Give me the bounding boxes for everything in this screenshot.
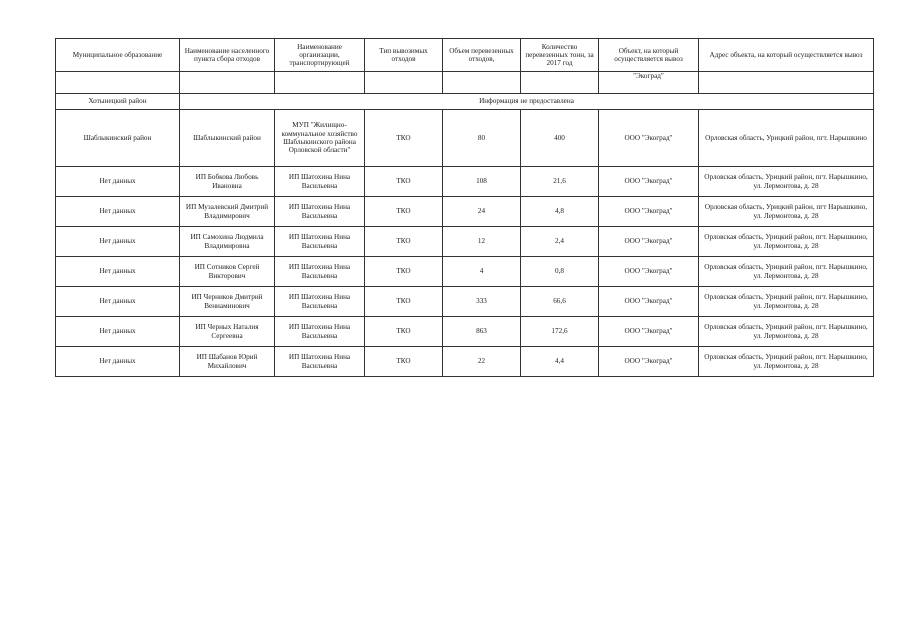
- object-cell: ООО "Экоград": [599, 257, 699, 287]
- subheader-cell: [56, 72, 180, 94]
- subheader-cell: [699, 72, 874, 94]
- volume-cell: 108: [443, 167, 521, 197]
- address-cell: Орловская область, Урицкий район, пгт. Нарышкино, ул. Лермонтова, д. 28: [699, 287, 874, 317]
- tonnes-cell: 400: [521, 110, 599, 167]
- settlement-cell: ИП Самохина Людмила Владимировна: [180, 227, 275, 257]
- volume-cell: 80: [443, 110, 521, 167]
- organization-cell: ИП Шатохина Нина Васильевна: [275, 347, 365, 377]
- tonnes-cell: 4,8: [521, 197, 599, 227]
- region-municipality-cell: Хотынецкий район: [56, 94, 180, 110]
- settlement-cell: ИП Шабанов Юрий Михайлович: [180, 347, 275, 377]
- organization-cell: МУП "Жилищно-коммунальное хозяйство Шаблыкинского района Орловской области": [275, 110, 365, 167]
- table-row: [56, 197, 874, 227]
- object-cell: ООО "Экоград": [599, 197, 699, 227]
- subheader-cell: [521, 72, 599, 94]
- table-header-row: [56, 39, 874, 72]
- region-note-cell: Информация не предоставлена: [180, 94, 874, 110]
- header-cell: Адрес объекта, на который осуществляется вывоз: [699, 39, 874, 72]
- address-cell: Орловская область, Урицкий район, пгт. Нарышкино, ул. Лермонтова, д. 28: [699, 317, 874, 347]
- municipality-cell: Нет данных: [56, 257, 180, 287]
- waste-type-cell: ТКО: [365, 167, 443, 197]
- address-cell: Орловская область, Урицкий район, пгт. Нарышкино, ул. Лермонтова, д. 28: [699, 257, 874, 287]
- organization-cell: ИП Шатохина Нина Васильевна: [275, 287, 365, 317]
- header-cell: Муниципальное образование: [56, 39, 180, 72]
- header-cell: Наименование организации, транспортирующей: [275, 39, 365, 72]
- waste-type-cell: ТКО: [365, 347, 443, 377]
- object-cell: ООО "Экоград": [599, 110, 699, 167]
- subheader-cell: [180, 72, 275, 94]
- organization-cell: ИП Шатохина Нина Васильевна: [275, 227, 365, 257]
- object-cell: ООО "Экоград": [599, 317, 699, 347]
- header-cell: Количество перевезенных тонн, за 2017 год: [521, 39, 599, 72]
- address-cell: Орловская область, Урицкий район, пгт. Нарышкино, ул. Лермонтова, д. 28: [699, 227, 874, 257]
- subheader-cell: "Экоград": [599, 72, 699, 94]
- settlement-cell: ИП Сотников Сергей Викторович: [180, 257, 275, 287]
- settlement-cell: ИП Черников Дмитрий Вениаминович: [180, 287, 275, 317]
- header-cell: Тип вывозимых отходов: [365, 39, 443, 72]
- municipality-cell: Нет данных: [56, 347, 180, 377]
- municipality-cell: Нет данных: [56, 197, 180, 227]
- volume-cell: 4: [443, 257, 521, 287]
- object-cell: ООО "Экоград": [599, 227, 699, 257]
- table-row: [56, 317, 874, 347]
- waste-type-cell: ТКО: [365, 227, 443, 257]
- region-row: [56, 94, 874, 110]
- waste-type-cell: ТКО: [365, 287, 443, 317]
- tonnes-cell: 4,4: [521, 347, 599, 377]
- address-cell: Орловская область, Урицкий район, пгт. Нарышкино: [699, 110, 874, 167]
- table-subheader-row: [56, 72, 874, 94]
- waste-type-cell: ТКО: [365, 317, 443, 347]
- organization-cell: ИП Шатохина Нина Васильевна: [275, 197, 365, 227]
- header-cell: Объем перевезенных отходов,: [443, 39, 521, 72]
- organization-cell: ИП Шатохина Нина Васильевна: [275, 257, 365, 287]
- address-cell: Орловская область, Урицкий район, пгт. Нарышкино, ул. Лермонтова, д. 28: [699, 347, 874, 377]
- volume-cell: 863: [443, 317, 521, 347]
- organization-cell: ИП Шатохина Нина Васильевна: [275, 167, 365, 197]
- volume-cell: 333: [443, 287, 521, 317]
- settlement-cell: ИП Бобкова Любовь Ивановна: [180, 167, 275, 197]
- table-row: [56, 347, 874, 377]
- settlement-cell: ИП Музалевский Дмитрий Владимирович: [180, 197, 275, 227]
- tonnes-cell: 66,6: [521, 287, 599, 317]
- address-cell: Орловская область, Урицкий район, пгт. Нарышкино, ул. Лермонтова, д. 28: [699, 167, 874, 197]
- waste-type-cell: ТКО: [365, 110, 443, 167]
- waste-type-cell: ТКО: [365, 257, 443, 287]
- tonnes-cell: 21,6: [521, 167, 599, 197]
- table-row: [56, 227, 874, 257]
- volume-cell: 12: [443, 227, 521, 257]
- waste-type-cell: ТКО: [365, 197, 443, 227]
- tonnes-cell: 2,4: [521, 227, 599, 257]
- table-row: [56, 257, 874, 287]
- table-row: [56, 167, 874, 197]
- tonnes-cell: 0,8: [521, 257, 599, 287]
- address-cell: Орловская область, Урицкий район, пгт Нарышкино, ул. Лермонтова, д. 28: [699, 197, 874, 227]
- header-cell: Объект, на который осуществляется вывоз: [599, 39, 699, 72]
- subheader-cell: [365, 72, 443, 94]
- settlement-cell: Шаблыкинский район: [180, 110, 275, 167]
- tonnes-cell: 172,6: [521, 317, 599, 347]
- subheader-cell: [275, 72, 365, 94]
- table-row: [56, 287, 874, 317]
- municipality-cell: Нет данных: [56, 287, 180, 317]
- municipality-cell: Нет данных: [56, 317, 180, 347]
- municipality-cell: Шаблыкинский район: [56, 110, 180, 167]
- header-cell: Наименование населенного пункта сбора отходов: [180, 39, 275, 72]
- table-row: [56, 110, 874, 167]
- object-cell: ООО "Экоград": [599, 287, 699, 317]
- organization-cell: ИП Шатохина Нина Васильевна: [275, 317, 365, 347]
- waste-transport-table: [55, 38, 874, 377]
- object-cell: ООО "Экоград": [599, 347, 699, 377]
- subheader-cell: [443, 72, 521, 94]
- municipality-cell: Нет данных: [56, 167, 180, 197]
- object-cell: ООО "Экоград": [599, 167, 699, 197]
- volume-cell: 24: [443, 197, 521, 227]
- municipality-cell: Нет данных: [56, 227, 180, 257]
- volume-cell: 22: [443, 347, 521, 377]
- settlement-cell: ИП Черных Наталия Сергеевна: [180, 317, 275, 347]
